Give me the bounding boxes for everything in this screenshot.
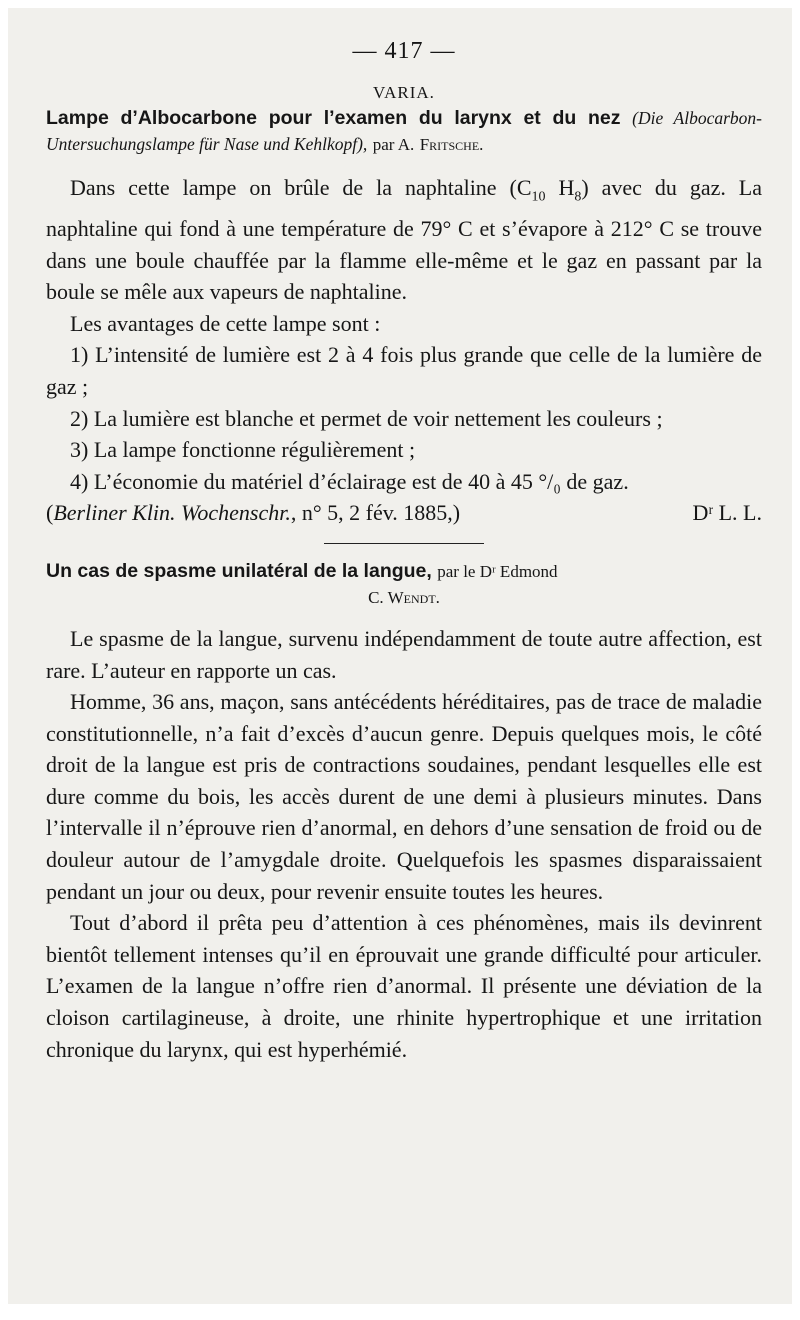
article1-paragraph: Les avantages de cette lampe sont :	[70, 310, 381, 336]
article1-byline: par A.	[372, 135, 415, 154]
article1-body	[46, 172, 762, 529]
advantage-item: 4) L’économie du matériel d’éclairage est de 40 à 45 °/₀ de gaz.	[70, 468, 629, 494]
page-number: — 417 —	[352, 38, 456, 64]
journal-name: Berliner Klin. Wochenschr.	[53, 500, 291, 526]
article1-heading	[46, 105, 762, 158]
article1-citation: (Berliner Klin. Wochenschr., n° 5, 2 fév. 1885,) Dʳ L. L.	[46, 497, 762, 529]
article2-paragraph: Le spasme de la langue, survenu indépendamment de toute autre affection, est rare. L’auteur en rapporte un cas.	[46, 625, 762, 683]
article2-body	[46, 623, 762, 1065]
scanned-page	[8, 8, 792, 1304]
article2-title: Un cas de spasme unilatéral de la langue,	[46, 559, 432, 582]
article2-author: C. Wendt.	[368, 587, 440, 607]
article2-heading	[46, 558, 762, 611]
article2-paragraph: Tout d’abord il prêta peu d’attention à ces phénomènes, mais ils devinrent bientôt tellement intenses qu’il en éprouvait une grande difficulté pour articuler. L’examen de la langue n’offre rien d’anormal. Il présente une déviation de la cloison cartilagineuse, à droite, une rhinite hypertrophique et une irritation chronique du larynx, qui est hyperhémié.	[46, 910, 762, 1062]
section-divider	[324, 543, 484, 544]
article1-author: Fritsche.	[419, 135, 484, 154]
advantage-item: 2) La lumière est blanche et permet de voir nettement les couleurs ;	[70, 405, 663, 431]
article1-title: Lampe d’Albocarbone pour l’examen du larynx et du nez	[46, 107, 621, 129]
article2-paragraph: Homme, 36 ans, maçon, sans antécédents héréditaires, pas de trace de maladie constitutionnelle, n’a fait d’excès d’aucun genre. Depuis quelques mois, le côté droit de la langue est pris de contractions soudaines, pendant lesquelles elle est dure comme du bois, les accès durent de une demi à plusieurs minutes. Dans l’intervalle il n’éprouve rien d’anormal, en dehors d’une sensation de froid ou de douleur autour de l’amygdale droite. Quelquefois les spasmes disparaissaient pendant un jour ou deux, pour revenir ensuite toutes les heures.	[46, 689, 762, 904]
article2-byline: par le Dʳ Edmond	[437, 561, 558, 581]
article1-subtitle: (Die Albocarbon-Untersuchungslampe für Nase und Kehlkopf),	[46, 108, 762, 154]
advantage-item: 1) L’intensité de lumière est 2 à 4 fois plus grande que celle de la lumière de gaz ;	[46, 342, 762, 399]
section-heading: VARIA.	[373, 83, 435, 102]
signature: Dʳ L. L.	[692, 500, 762, 526]
advantage-item: 3) La lampe fonctionne régulièrement ;	[70, 437, 416, 463]
page-content	[46, 38, 762, 1065]
article1-paragraph: Dans cette lampe on brûle de la naphtaline ($C_{10}$ $H_8$) avec du gaz. La naphtaline qui fond à une température de 79° C et s’évapore à 212° C se trouve dans une boule chauffée par la flamme elle-même et le gaz en passant par la boule se mêle aux vapeurs de naphtaline.	[46, 175, 763, 305]
